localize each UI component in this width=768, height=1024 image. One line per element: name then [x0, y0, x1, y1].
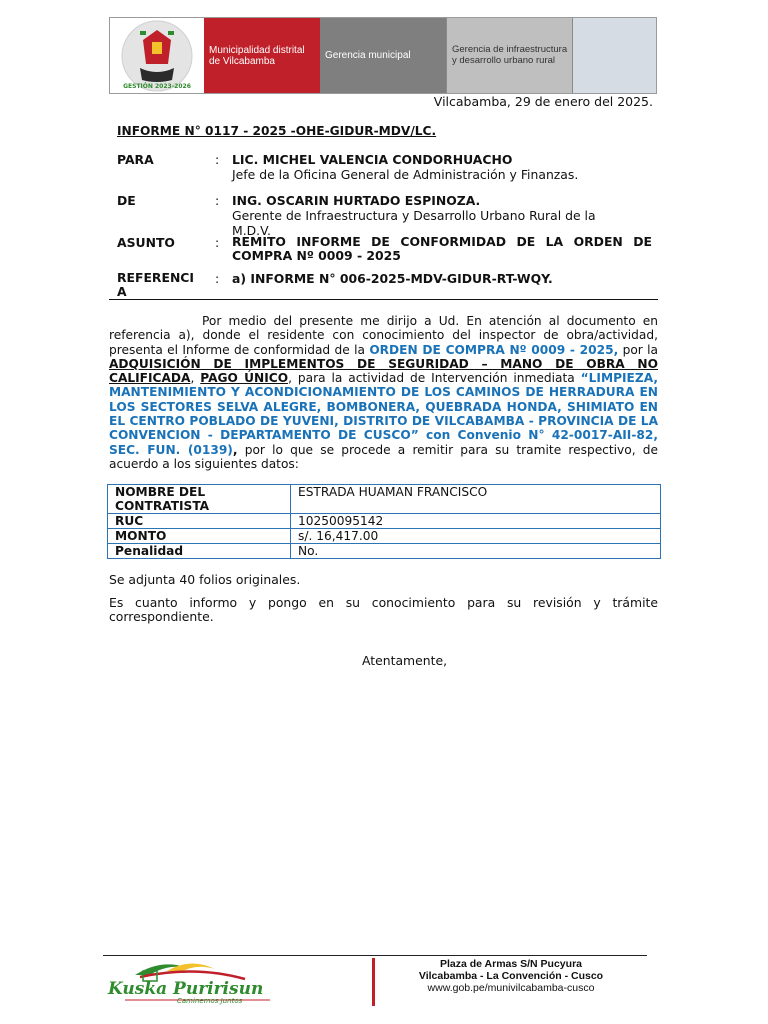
footer-address: [380, 958, 642, 994]
para-role: Jefe de la Oficina General de Administración y Finanzas.: [232, 167, 579, 182]
asunto-label: ASUNTO: [117, 235, 175, 250]
activity-title: “LIMPIEZA, MANTENIMIENTO Y ACONDICIONAMIENTO DE LOS CAMINOS DE HERRADURA EN LOS SECTORES SELVA ALEGRE, BOMBONERA, QUEBRADA HONDA, SHIMIATO EN EL CENTRO POBLADO DE YUVENI, DISTRITO DE VILCABAMBA - PROVINCIA DE LA CONVENCION - DEPARTAMENTO DE CUSCO” con Convenio N° 42-0017-AII-82, SEC. FUN. (0139): [109, 371, 658, 457]
table-key: MONTO: [108, 529, 291, 544]
report-title: INFORME N° 0117 - 2025 -OHE-GIDUR-MDV/LC.: [117, 124, 437, 138]
para-label: PARA: [117, 152, 154, 167]
closing-statement: Es cuanto informo y pongo en su conocimiento para su revisión y trámite correspondiente.: [109, 595, 658, 625]
letterhead: [109, 17, 657, 94]
table-value: ESTRADA HUAMAN FRANCISCO: [291, 485, 661, 514]
referencia-value: a) INFORME N° 006-2025-MDV-GIDUR-RT-WQY.: [232, 271, 553, 286]
asunto-colon: :: [215, 235, 220, 250]
table-key: NOMBRE DEL CONTRATISTA: [108, 485, 291, 514]
table-key: RUC: [108, 514, 291, 529]
body-text-connector: por la: [618, 342, 658, 357]
footer-accent-bar: [372, 958, 375, 1006]
para-name: LIC. MICHEL VALENCIA CONDORHUACHO: [232, 152, 513, 167]
table-value: 10250095142: [291, 514, 661, 529]
body-paragraph: [109, 314, 658, 471]
brand-name: Kuska Puririsun: [108, 979, 264, 999]
table-value: s/. 16,417.00: [291, 529, 661, 544]
referencia-label-line1: REFERENCI: [117, 270, 195, 285]
table-row: [108, 529, 661, 544]
de-label: DE: [117, 193, 136, 208]
purchase-order-ref: ORDEN DE COMPRA Nº 0009 - 2025,: [369, 342, 619, 357]
body-text-comma-bold: ,: [232, 442, 238, 457]
address-line-2: Vilcabamba - La Convención - Cusco: [418, 970, 604, 982]
table-row: [108, 485, 661, 514]
footer-brand-logo: [105, 957, 275, 1007]
acquisition-title: ADQUISICIÓN DE IMPLEMENTOS DE SEGURIDAD – MANO DE OBRA NO CALIFICADA: [109, 356, 658, 386]
payment-type: PAGO ÚNICO: [200, 371, 289, 386]
table-key: Penalidad: [108, 544, 291, 559]
folios-note: Se adjunta 40 folios originales.: [109, 572, 301, 587]
table-row: [108, 544, 661, 559]
de-colon: :: [215, 193, 220, 208]
body-text-intro: Por medio del presente me dirijo a Ud. En atención al documento en referencia a), donde el residente con conocimiento del inspector de obra/actividad, presenta el Informe de conformidad de la: [109, 314, 658, 357]
asunto-value: REMITO INFORME DE CONFORMIDAD DE LA ORDEN DE COMPRA Nº 0009 - 2025: [232, 234, 652, 263]
body-text-comma: ,: [190, 371, 201, 386]
office-infrastructure: Gerencia de infraestructura y desarrollo urbano rural: [446, 18, 572, 93]
section-divider: [109, 299, 658, 300]
office-municipal-management: Gerencia municipal: [320, 18, 446, 93]
svg-text:GESTIÓN 2023-2026: GESTIÓN 2023-2026: [123, 83, 191, 90]
address-line-1: Plaza de Armas S/N Pucyura: [439, 958, 582, 970]
brand-slogan: Caminemos Juntos: [177, 997, 243, 1005]
body-text-closing: por lo que se procede a remitir para su tramite respectivo, de acuerdo a los siguientes datos:: [109, 442, 659, 471]
para-recipient: [232, 152, 652, 182]
para-colon: :: [215, 152, 220, 167]
table-row: [108, 514, 661, 529]
referencia-label: [117, 271, 194, 299]
header-blank-cell: [572, 18, 656, 93]
municipality-name: Municipalidad distrital de Vilcabamba: [204, 18, 320, 93]
de-role: Gerente de Infraestructura y Desarrollo Urbano Rural de la M.D.V.: [232, 208, 596, 238]
table-value: No.: [291, 544, 661, 559]
document-date: Vilcabamba, 29 de enero del 2025.: [433, 94, 653, 109]
de-name: ING. OSCARIN HURTADO ESPINOZA.: [232, 193, 481, 208]
contractor-data-table: [107, 484, 661, 559]
website-link[interactable]: www.gob.pe/munivilcabamba-cusco: [427, 982, 595, 994]
referencia-colon: :: [215, 271, 220, 286]
seal-icon: [110, 18, 204, 93]
de-sender: [232, 193, 627, 238]
body-text-activity-intro: , para la actividad de Intervención inmediata: [288, 371, 581, 386]
municipal-seal: [110, 18, 204, 93]
regards: Atentamente,: [362, 653, 448, 668]
footer-divider: [103, 955, 647, 956]
referencia-label-line2: A: [117, 284, 127, 299]
